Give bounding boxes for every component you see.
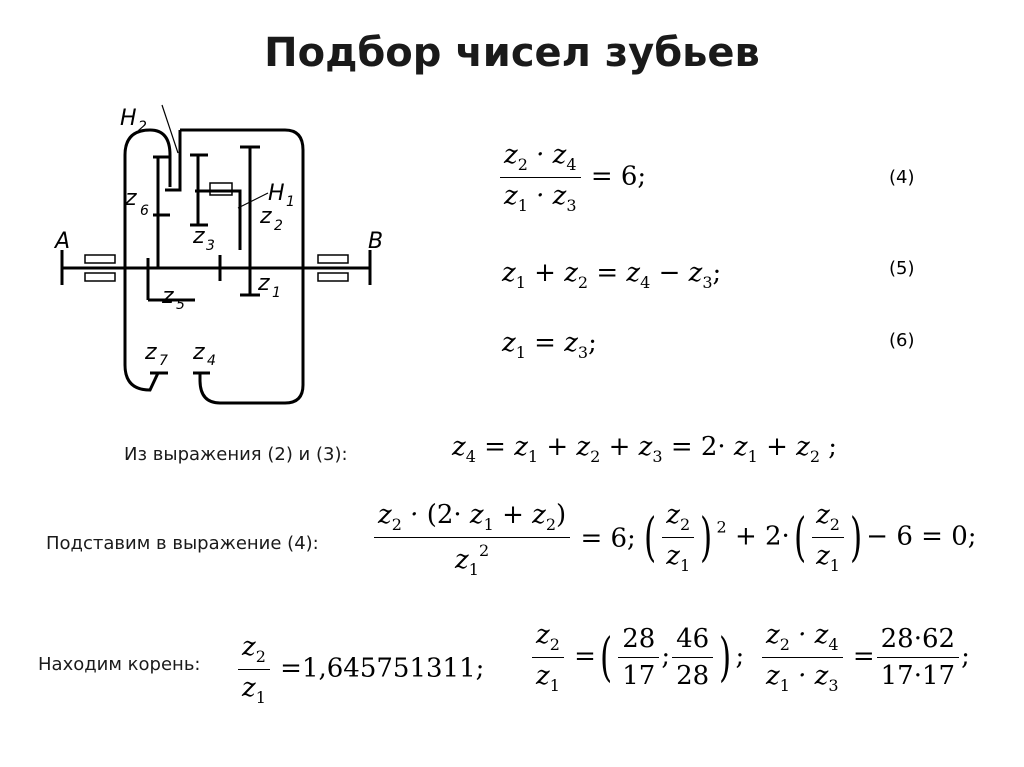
equation-5: $z_1 + z_2 = z_4 - z_3$;: [502, 258, 722, 292]
svg-text:4: 4: [207, 353, 216, 369]
equation-number-6: (6): [889, 330, 915, 351]
label-H2: H: [120, 106, 137, 131]
equation-4: $\frac{z_2 \cdot z_4}{z_1 \cdot z_3}$ = 6;: [498, 140, 646, 215]
svg-text:3: 3: [206, 238, 215, 254]
label-z7: z: [145, 340, 157, 365]
label-from-expressions: Из выражения (2) и (3):: [124, 444, 348, 465]
label-z5: z: [162, 284, 174, 309]
equation-number-5: (5): [889, 258, 915, 279]
equation-root: $\frac{z_2}{z_1}$ =1,645751311;: [236, 632, 484, 707]
equation-number-4: (4): [889, 167, 915, 188]
svg-text:2: 2: [274, 218, 283, 234]
label-H1: H: [268, 181, 285, 206]
svg-text:5: 5: [176, 297, 185, 313]
label-z6: z: [125, 186, 137, 211]
label-find-root: Находим корень:: [38, 654, 201, 675]
label-B: B: [368, 229, 384, 254]
equation-6: $z_1 = z_3$;: [502, 328, 597, 362]
svg-text:2: 2: [138, 119, 147, 135]
label-z1: z: [258, 271, 270, 296]
equation-quadratic: ( $\frac{z_2}{z_1}$ ) $^2$ + 2·( $\frac{z_2}{z_1}$ ) − 6 = 0;: [644, 500, 977, 575]
equation-final-product: $\frac{z_2 \cdot z_4}{z_1 \cdot z_3}$ = $\frac{28\cdot 62}{17\cdot 17}$ ;: [760, 620, 970, 695]
equation-z4-sum: $z_4 = z_1 + z_2 + z_3 = 2\cdot z_1 + z_2$ ;: [452, 432, 838, 466]
label-z4: z: [193, 340, 205, 365]
svg-text:6: 6: [140, 203, 149, 219]
equation-fractions: $\frac{z_2}{z_1}$ =( $\frac{28}{17}$ ; $\frac{46}{28}$ ) ;: [530, 620, 744, 695]
svg-text:7: 7: [159, 353, 168, 369]
equation-substituted: $\frac{z_2 \cdot (2\cdot z_1 + z_2)}{z_1^2}$ = 6;: [372, 500, 636, 579]
page-title: Подбор чисел зубьев: [264, 30, 760, 76]
gear-train-diagram: [50, 95, 390, 425]
label-z2: z: [260, 204, 272, 229]
svg-text:1: 1: [286, 194, 295, 210]
label-z3: z: [193, 224, 205, 249]
svg-text:1: 1: [272, 285, 281, 301]
label-substitute: Подставим в выражение (4):: [46, 533, 319, 554]
label-A: A: [55, 229, 71, 254]
